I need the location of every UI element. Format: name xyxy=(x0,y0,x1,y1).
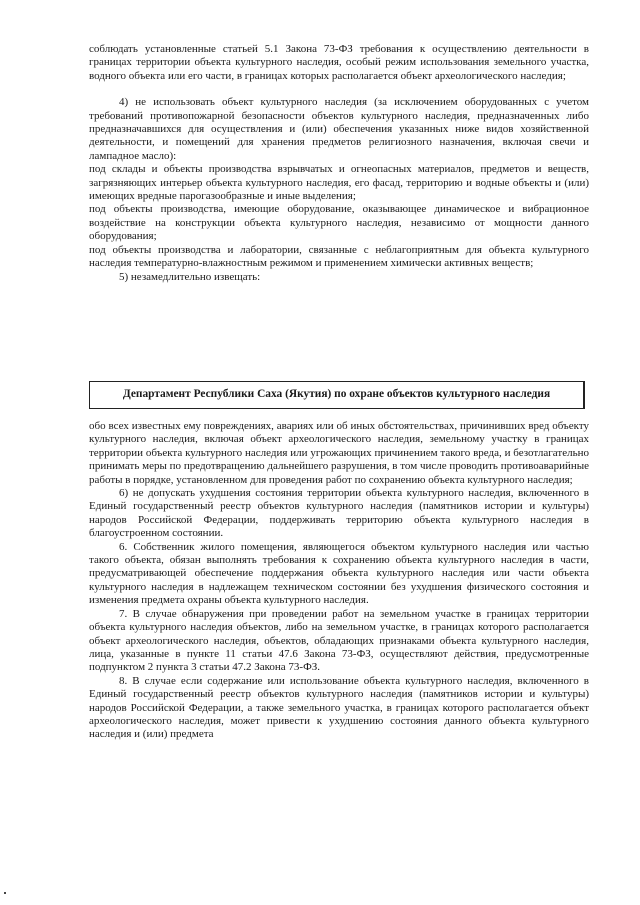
paragraph-damage-notice: обо всех известных ему повреждениях, авариях или об иных обстоятельствах, причинивших вред объекту культурного наследия, включая объект археологического наследия, земельному участку в границах территории объекта культурного наследия или угрожающих причинением такого вреда, и безотлагательно принимать меры по предотвращению дальнейшего разрушения, в том числе проводить противоаварийные работы в порядке, установленном для проведения работ по сохранению объекта культурного наследия; xyxy=(89,420,589,486)
scan-speck xyxy=(4,892,6,894)
paragraph-section-8: 8. В случае если содержание или использование объекта культурного наследия, включенного в Единый государственный реестр объектов культурного наследия (памятников истории и культуры) народов Российской Федерации, а также земельного участка, в границах которого располагается объект археологического наследия, может привести к ухудшению состояния данного объекта культурного наследия и (или) предмета xyxy=(89,674,589,741)
paragraph-warehouses: под склады и объекты производства взрывчатых и огнеопасных материалов, предметов и веществ, загрязняющих интерьер объекта культурного наследия, его фасад, территорию и водные объекты и (или) имеющих вредные парогазообразные и иные выделения; xyxy=(89,163,589,203)
bottom-text-block xyxy=(89,420,589,742)
paragraph-item-6: 6) не допускать ухудшения состояния территории объекта культурного наследия, включенного в Единый государственный реестр объектов культурного наследия (памятников истории и культуры) народов Российской Федерации, поддерживать территорию объекта культурного наследия в благоустроенном состоянии. xyxy=(89,487,589,540)
paragraph-laboratories: под объекты производства и лаборатории, связанные с неблагоприятным для объекта культурного наследия температурно-влажностным режимом и применением химически активных веществ; xyxy=(89,243,589,270)
department-heading: Департамент Республики Саха (Якутия) по охране объектов культурного наследия xyxy=(122,388,551,401)
top-text-block xyxy=(89,43,589,284)
paragraph-vibration: под объекты производства, имеющие оборудование, оказывающее динамическое и вибрационное воздействие на конструкции объекта культурного наследия, независимо от мощности данного оборудования; xyxy=(89,203,589,243)
paragraph-item-5: 5) незамедлительно извещать: xyxy=(119,270,261,283)
department-heading-box xyxy=(89,381,585,409)
paragraph-section-7: 7. В случае обнаружения при проведении работ на земельном участке в границах территории объекта культурного наследия объектов, либо на земельном участке, в границах которого располагается объект археологического наследия, объектов, обладающих признаками объекта культурного наследия, лица, указанные в пункте 11 статьи 47.6 Закона 73-ФЗ, осуществляют действия, предусмотренные подпунктом 2 пункта 3 статьи 47.2 Закона 73-ФЗ. xyxy=(89,607,589,674)
paragraph-continuation: соблюдать установленные статьей 5.1 Закона 73-ФЗ требования к осуществлению деятельности в границах территории объекта культурного наследия, особый режим использования земельного участка, водного объекта или его части, в границах которых располагается объект археологического наследия; xyxy=(89,43,589,82)
paragraph-item-4: 4) не использовать объект культурного наследия (за исключением оборудованных с учетом требований противопожарной безопасности объектов культурного наследия, предназначенных либо предназначавшихся для осуществления и (или) обеспечения указанных ниже видов хозяйственной деятельности, и помещений для хранения предметов религиозного назначения, включая свечи и лампадное масло): xyxy=(89,96,589,162)
paragraph-section-6: 6. Собственник жилого помещения, являющегося объектом культурного наследия или частью такого объекта, обязан выполнять требования к сохранению объекта культурного наследия в части, предусматривающей обеспечение поддержания объекта культурного наследия или части объекта культурного наследия в надлежащем техническом состоянии без ухудшения физического состояния и изменения предмета охраны объекта культурного наследия. xyxy=(89,540,589,607)
paragraph-gap xyxy=(89,83,589,96)
